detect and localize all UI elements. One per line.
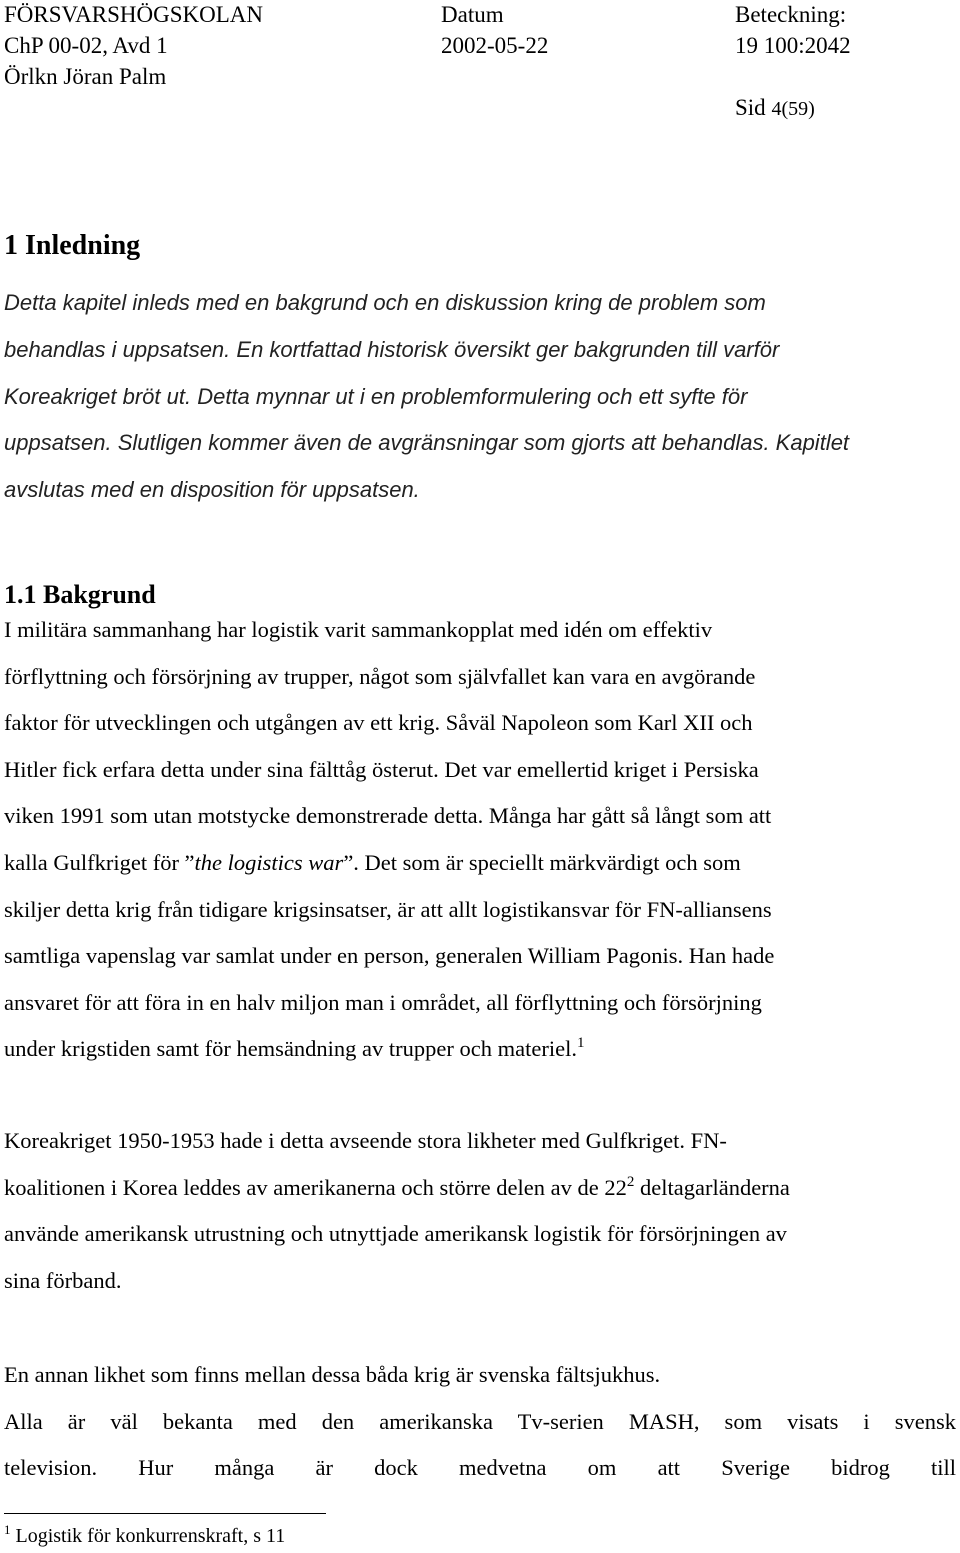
paragraph-line: förflyttning och försörjning av trupper, något som självfallet kan vara en avgörande (4, 663, 756, 689)
header-left (4, 0, 263, 93)
text-segment: kalla Gulfkriget för ” (4, 849, 195, 875)
intro-line: Koreakriget bröt ut. Detta mynnar ut i en problemformulering och ett syfte för (4, 383, 748, 409)
paragraph-line: viken 1991 som utan motstycke demonstrerade detta. Många har gått så långt som att (4, 803, 772, 829)
course-name: ChP 00-02, Avd 1 (4, 33, 168, 58)
paragraph-line: använde amerikansk utrustning och utnyttjade amerikansk logistik för försörjningen av (4, 1221, 787, 1247)
paragraph-line: Koreakriget 1950-1953 hade i detta avseende stora likheter med Gulfkriget. FN- (4, 1128, 727, 1153)
section-title: 1.1 Bakgrund (4, 580, 156, 609)
intro-line: Detta kapitel inleds med en bakgrund och en diskussion kring de problem som (4, 290, 766, 315)
footnote (4, 1521, 285, 1551)
header-date (441, 0, 548, 62)
text-segment: under krigstiden samt för hemsändning av trupper och materiel. (4, 1036, 577, 1062)
footnote-reference: 2 (626, 1173, 635, 1190)
text-segment: ”. Det som är speciellt märkvärdigt och som (343, 849, 741, 875)
date-label: Datum (441, 2, 504, 27)
paragraph-background (4, 607, 956, 1073)
chapter-intro (4, 280, 952, 514)
paragraph-line (4, 1026, 956, 1073)
paragraph-line (4, 840, 956, 887)
intro-line: uppsatsen. Slutligen kommer även de avgränsningar som gjorts att behandlas. Kapitlet (4, 430, 850, 456)
paragraph-line: sina förband. (4, 1267, 122, 1293)
date-value: 2002-05-22 (441, 33, 549, 58)
paragraph-line: television. Hur många är dock medvetna om att Sverige bidrog till (4, 1455, 956, 1481)
chapter-title: 1 Inledning (4, 230, 141, 261)
paragraph-line: Alla är väl bekanta med den amerikanska Tv-serien MASH, som visats i svensk (4, 1408, 956, 1434)
header-reference (735, 0, 851, 62)
footnote-text: Logistik för konkurrenskraft, s 11 (10, 1525, 286, 1547)
paragraph-line: Hitler fick erfara detta under sina fälttåg österut. Det var emellertid kriget i Persiska (4, 756, 759, 782)
page-number: 4(59) (771, 98, 815, 120)
institution-name: FÖRSVARSHÖGSKOLAN (4, 2, 264, 27)
paragraph-line: En annan likhet som finns mellan dessa båda krig är svenska fältsjukhus. (4, 1362, 661, 1387)
intro-line: behandlas i uppsatsen. En kortfattad historisk översikt ger bakgrunden till varför (4, 336, 780, 362)
page-prefix: Sid (735, 95, 766, 120)
paragraph-line (4, 1165, 956, 1212)
author-name: Örlkn Jöran Palm (4, 64, 167, 89)
intro-line: avslutas med en disposition för uppsatsen. (4, 477, 420, 503)
text-segment: koalitionen i Korea leddes av amerikanerna och större delen av de 22 (4, 1174, 627, 1200)
footnote-reference: 1 (576, 1035, 585, 1052)
footnote-separator (4, 1513, 326, 1514)
reference-label: Beteckning: (735, 2, 847, 27)
paragraph-korea (4, 1118, 956, 1304)
paragraph-line: samtliga vapenslag var samlat under en person, generalen William Pagonis. Han hade (4, 943, 775, 969)
footnote-number: 1 (4, 1522, 11, 1537)
italic-term: the logistics war (194, 849, 344, 875)
paragraph-line: I militära sammanhang har logistik varit sammankopplat med idén om effektiv (4, 617, 713, 642)
paragraph-field-hospitals (4, 1352, 956, 1492)
page-indicator (735, 93, 815, 124)
reference-value: 19 100:2042 (735, 33, 851, 58)
paragraph-line: faktor för utvecklingen och utgången av ett krig. Såväl Napoleon som Karl XII och (4, 710, 753, 736)
paragraph-line: skiljer detta krig från tidigare krigsinsatser, är att allt logistikansvar för FN-alliansens (4, 896, 772, 922)
paragraph-line: ansvaret för att föra in en halv miljon man i området, all förflyttning och försörjning (4, 989, 762, 1015)
text-segment: deltagarländerna (634, 1174, 790, 1200)
